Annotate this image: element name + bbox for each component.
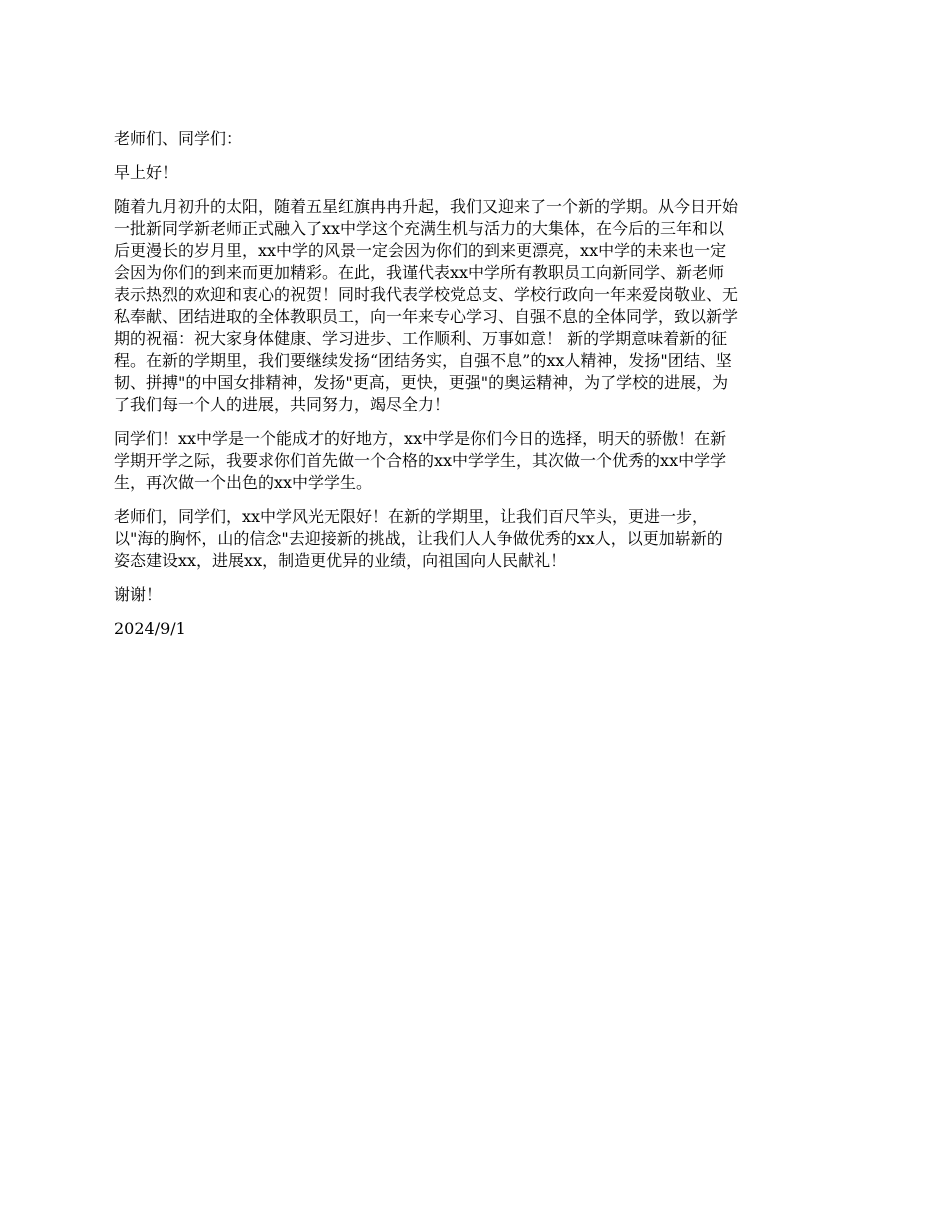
- text-line: 学期开学之际，我要求你们首先做一个合格的xx中学学生，其次做一个优秀的xx中学学: [114, 451, 727, 470]
- text-line: 随着九月初升的太阳，随着五星红旗冉冉升起，我们又迎来了一个新的学期。从今日开始: [114, 197, 739, 216]
- paragraph-1: [114, 196, 840, 416]
- text-line: 姿态建设xx，进展xx，制造更优异的业绩，向祖国向人民献礼！: [114, 551, 567, 570]
- text-line: 期的祝福：祝大家身体健康、学习进步、工作顺利、万事如意！ 新的学期意味着新的征: [114, 329, 728, 348]
- text-line: 私奉献、团结进取的全体教职员工，向一年来专心学习、自强不息的全体同学，致以新学: [114, 307, 739, 326]
- thanks: 谢谢！: [114, 585, 163, 604]
- greeting: 老师们、同学们：: [114, 129, 243, 148]
- text-line: 老师们，同学们，xx中学风光无限好！在新的学期里，让我们百尺竿头，更进一步，: [114, 507, 709, 526]
- text-line: 会因为你们的到来而更加精彩。在此，我谨代表xx中学所有教职员工向新同学、新老师: [114, 263, 725, 282]
- text-line: 一批新同学新老师正式融入了xx中学这个充满生机与活力的大集体，在今后的三年和以: [114, 219, 725, 238]
- morning-greeting: 早上好！: [114, 163, 179, 182]
- text-line: 程。在新的学期里，我们要继续发扬“团结务实，自强不息”的xx人精神，发扬"团结、坚: [114, 351, 732, 370]
- text-line: 后更漫长的岁月里，xx中学的风景一定会因为你们的到来更漂亮，xx中学的未来也一定: [114, 241, 727, 260]
- paragraph-3: [114, 506, 840, 572]
- text-line: 同学们！xx中学是一个能成才的好地方，xx中学是你们今日的选择，明天的骄傲！在新: [114, 429, 727, 448]
- text-line: 了我们每一个人的进展，共同努力，竭尽全力！: [114, 395, 451, 414]
- document-body: [114, 128, 840, 652]
- text-line: 表示热烈的欢迎和衷心的祝贺！同时我代表学校党总支、学校行政向一年来爱岗敬业、无: [114, 285, 739, 304]
- paragraph-2: [114, 428, 840, 494]
- text-line: 以"海的胸怀，山的信念"去迎接新的挑战，让我们人人争做优秀的xx人，以更加崭新的: [114, 529, 723, 548]
- text-line: 生，再次做一个出色的xx中学学生。: [114, 473, 373, 492]
- date: 2024/9/1: [114, 619, 186, 638]
- text-line: 韧、拼搏"的中国女排精神，发扬"更高，更快，更强"的奥运精神，为了学校的进展，为: [114, 373, 729, 392]
